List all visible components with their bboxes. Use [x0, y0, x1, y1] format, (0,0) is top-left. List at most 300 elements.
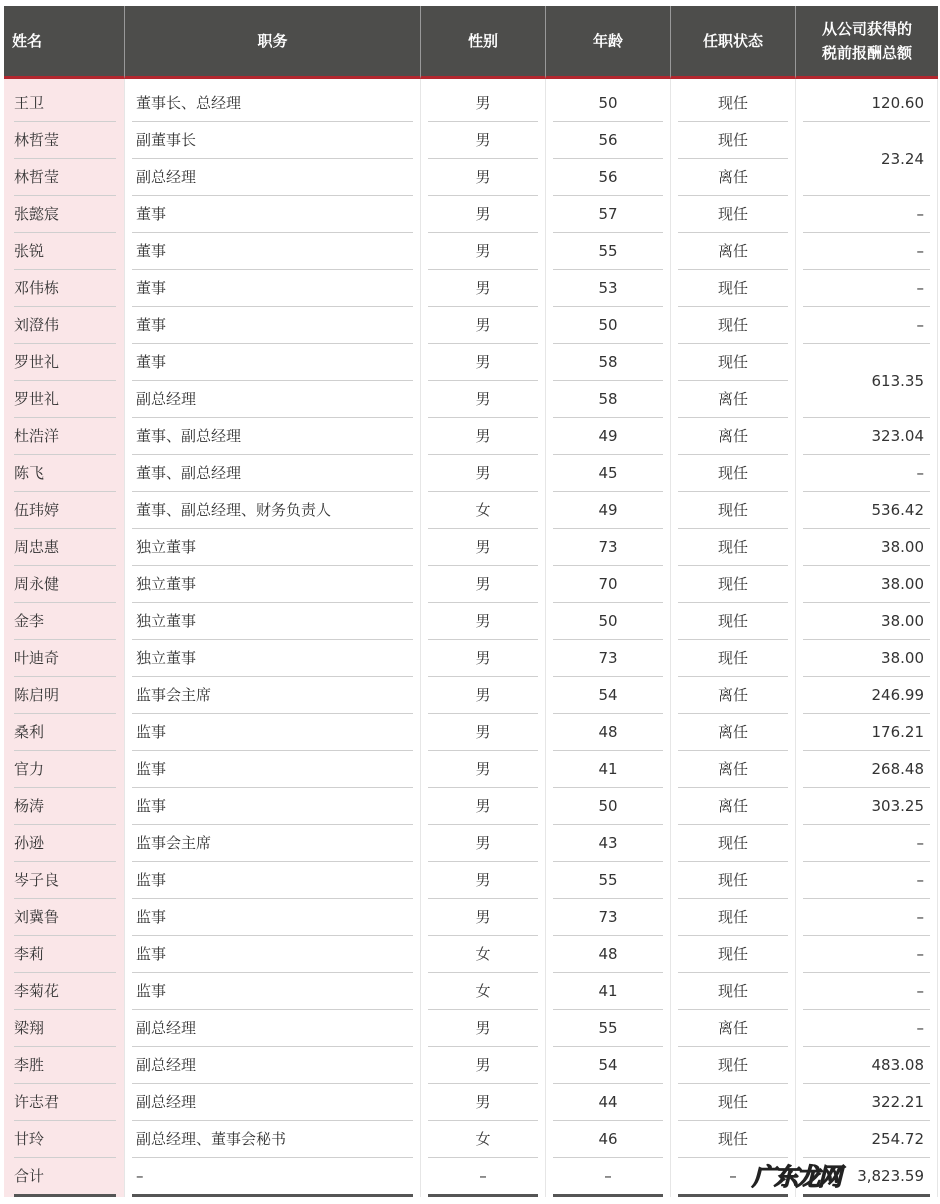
cell-name	[4, 1158, 125, 1197]
role-text: 监事	[132, 899, 413, 936]
pay-text: 268.48	[803, 751, 930, 788]
gender-text: 男	[428, 640, 538, 677]
status-text: 离任	[678, 1010, 788, 1047]
cell-name	[4, 122, 125, 159]
age-text: 48	[553, 936, 663, 973]
gender-text: 男	[428, 418, 538, 455]
table-row	[4, 122, 938, 159]
cell-gender	[421, 566, 546, 603]
cell-name	[4, 270, 125, 307]
table-row	[4, 307, 938, 344]
status-text: 离任	[678, 159, 788, 196]
status-text: 现任	[678, 640, 788, 677]
table-row	[4, 714, 938, 751]
role-text: 独立董事	[132, 529, 413, 566]
cell-role	[125, 492, 421, 529]
role-text: 监事	[132, 973, 413, 1010]
table-row	[4, 455, 938, 492]
pay-text: 38.00	[803, 566, 930, 603]
cell-name	[4, 381, 125, 418]
cell-age	[546, 455, 671, 492]
name-text: 孙逊	[14, 825, 116, 862]
cell-age	[546, 714, 671, 751]
pay-text: 176.21	[803, 714, 930, 751]
cell-gender	[421, 492, 546, 529]
status-text: 离任	[678, 381, 788, 418]
cell-age	[546, 344, 671, 381]
cell-name	[4, 307, 125, 344]
cell-name	[4, 788, 125, 825]
status-text: 离任	[678, 233, 788, 270]
role-text: 副总经理	[132, 381, 413, 418]
age-text: 49	[553, 418, 663, 455]
role-text: –	[132, 1158, 413, 1197]
role-text: 副总经理	[132, 1010, 413, 1047]
age-text: 43	[553, 825, 663, 862]
age-text: 50	[553, 603, 663, 640]
cell-name	[4, 899, 125, 936]
table-row	[4, 1121, 938, 1158]
cell-role	[125, 825, 421, 862]
cell-gender	[421, 751, 546, 788]
name-text: 王卫	[14, 85, 116, 122]
cell-status	[671, 1084, 796, 1121]
name-text: 岑子良	[14, 862, 116, 899]
table-row	[4, 825, 938, 862]
cell-status	[671, 825, 796, 862]
gender-text: –	[428, 1158, 538, 1197]
cell-gender	[421, 1121, 546, 1158]
role-text: 董事	[132, 307, 413, 344]
cell-gender	[421, 825, 546, 862]
name-text: 邓伟栋	[14, 270, 116, 307]
cell-pay	[796, 270, 938, 307]
cell-gender	[421, 899, 546, 936]
pay-text: 38.00	[803, 529, 930, 566]
table-row	[4, 529, 938, 566]
age-text: 70	[553, 566, 663, 603]
cell-pay	[796, 1010, 938, 1047]
name-text: 周忠惠	[14, 529, 116, 566]
table-row	[4, 85, 938, 122]
pay-text: –	[803, 1010, 930, 1047]
status-text: 离任	[678, 418, 788, 455]
cell-status	[671, 307, 796, 344]
pay-text: –	[803, 973, 930, 1010]
pay-text: –	[803, 899, 930, 936]
age-text: 41	[553, 973, 663, 1010]
cell-age	[546, 492, 671, 529]
table-row	[4, 233, 938, 270]
cell-age	[546, 381, 671, 418]
cell-age	[546, 307, 671, 344]
cell-gender	[421, 1047, 546, 1084]
gender-text: 男	[428, 603, 538, 640]
status-text: 现任	[678, 1121, 788, 1158]
name-text: 金李	[14, 603, 116, 640]
table-row	[4, 603, 938, 640]
cell-pay	[796, 1121, 938, 1158]
cell-gender	[421, 862, 546, 899]
name-text: 叶迪奇	[14, 640, 116, 677]
table-row	[4, 862, 938, 899]
cell-role	[125, 1121, 421, 1158]
name-text: 李菊花	[14, 973, 116, 1010]
age-text: 41	[553, 751, 663, 788]
cell-age	[546, 899, 671, 936]
cell-pay	[796, 418, 938, 455]
cell-age	[546, 788, 671, 825]
cell-age	[546, 677, 671, 714]
cell-age	[546, 603, 671, 640]
cell-role	[125, 233, 421, 270]
cell-pay	[796, 825, 938, 862]
gender-text: 男	[428, 1010, 538, 1047]
cell-status	[671, 159, 796, 196]
cell-role	[125, 751, 421, 788]
table-row	[4, 640, 938, 677]
status-text: 现任	[678, 899, 788, 936]
pay-text: –	[803, 270, 930, 307]
header-age: 年龄	[546, 6, 671, 79]
age-text: 48	[553, 714, 663, 751]
cell-status	[671, 85, 796, 122]
cell-pay	[796, 677, 938, 714]
name-text: 杜浩洋	[14, 418, 116, 455]
age-text: 73	[553, 640, 663, 677]
cell-status	[671, 862, 796, 899]
cell-name	[4, 973, 125, 1010]
cell-gender	[421, 307, 546, 344]
table-row	[4, 677, 938, 714]
role-text: 监事	[132, 862, 413, 899]
cell-status	[671, 270, 796, 307]
cell-age	[546, 566, 671, 603]
name-text: 桑利	[14, 714, 116, 751]
gender-text: 女	[428, 1121, 538, 1158]
status-text: 现任	[678, 307, 788, 344]
cell-role	[125, 899, 421, 936]
table-body	[4, 79, 938, 1197]
gender-text: 男	[428, 233, 538, 270]
cell-role	[125, 862, 421, 899]
gender-text: 男	[428, 159, 538, 196]
cell-name	[4, 1084, 125, 1121]
cell-role	[125, 973, 421, 1010]
status-text: 现任	[678, 85, 788, 122]
gender-text: 男	[428, 788, 538, 825]
cell-gender	[421, 788, 546, 825]
cell-pay	[796, 788, 938, 825]
gender-text: 男	[428, 529, 538, 566]
cell-age	[546, 85, 671, 122]
cell-gender	[421, 418, 546, 455]
pay-text: 120.60	[803, 85, 930, 122]
pay-text: 254.72	[803, 1121, 930, 1158]
cell-name	[4, 159, 125, 196]
age-text: 73	[553, 529, 663, 566]
cell-pay	[796, 862, 938, 899]
gender-text: 女	[428, 492, 538, 529]
status-text: 现任	[678, 1047, 788, 1084]
cell-age	[546, 1121, 671, 1158]
age-text: 56	[553, 122, 663, 159]
name-text: 林哲莹	[14, 122, 116, 159]
status-text: 现任	[678, 936, 788, 973]
age-text: 54	[553, 1047, 663, 1084]
compensation-table-container	[4, 6, 938, 1197]
status-text: 现任	[678, 566, 788, 603]
age-text: –	[553, 1158, 663, 1197]
cell-name	[4, 196, 125, 233]
name-text: 刘澄伟	[14, 307, 116, 344]
cell-status	[671, 233, 796, 270]
cell-name	[4, 603, 125, 640]
age-text: 56	[553, 159, 663, 196]
role-text: 副总经理	[132, 1047, 413, 1084]
status-text: 现任	[678, 825, 788, 862]
status-text: 离任	[678, 677, 788, 714]
cell-name	[4, 85, 125, 122]
name-text: 周永健	[14, 566, 116, 603]
status-text: 现任	[678, 529, 788, 566]
cell-role	[125, 1010, 421, 1047]
gender-text: 男	[428, 714, 538, 751]
pay-text: 303.25	[803, 788, 930, 825]
age-text: 73	[553, 899, 663, 936]
role-text: 副总经理	[132, 1084, 413, 1121]
status-text: 现任	[678, 1084, 788, 1121]
cell-role	[125, 307, 421, 344]
table-row	[4, 1047, 938, 1084]
name-text: 张锐	[14, 233, 116, 270]
header-pay-text: 从公司获得的税前报酬总额	[821, 20, 912, 62]
cell-name	[4, 825, 125, 862]
cell-name	[4, 233, 125, 270]
status-text: 离任	[678, 714, 788, 751]
status-text: 现任	[678, 973, 788, 1010]
gender-text: 男	[428, 1084, 538, 1121]
cell-pay	[796, 196, 938, 233]
cell-status	[671, 1010, 796, 1047]
cell-name	[4, 714, 125, 751]
age-text: 55	[553, 233, 663, 270]
cell-status	[671, 677, 796, 714]
cell-gender	[421, 1084, 546, 1121]
gender-text: 男	[428, 825, 538, 862]
cell-role	[125, 640, 421, 677]
age-text: 45	[553, 455, 663, 492]
cell-name	[4, 936, 125, 973]
status-text: 现任	[678, 455, 788, 492]
cell-gender	[421, 603, 546, 640]
cell-role	[125, 1084, 421, 1121]
cell-pay	[796, 973, 938, 1010]
cell-age	[546, 1010, 671, 1047]
gender-text: 女	[428, 936, 538, 973]
cell-gender	[421, 270, 546, 307]
cell-age	[546, 270, 671, 307]
role-text: 独立董事	[132, 603, 413, 640]
cell-role	[125, 677, 421, 714]
age-text: 58	[553, 344, 663, 381]
role-text: 董事、副总经理	[132, 455, 413, 492]
cell-name	[4, 1121, 125, 1158]
cell-name	[4, 751, 125, 788]
cell-gender	[421, 233, 546, 270]
cell-pay	[796, 1047, 938, 1084]
cell-age	[546, 1158, 671, 1197]
cell-pay	[796, 344, 938, 418]
cell-age	[546, 825, 671, 862]
pay-text: –	[803, 936, 930, 973]
role-text: 监事会主席	[132, 825, 413, 862]
age-text: 46	[553, 1121, 663, 1158]
cell-role	[125, 529, 421, 566]
name-text: 陈启明	[14, 677, 116, 714]
cell-gender	[421, 455, 546, 492]
cell-role	[125, 1158, 421, 1197]
name-text: 罗世礼	[14, 344, 116, 381]
cell-name	[4, 862, 125, 899]
cell-pay	[796, 640, 938, 677]
cell-name	[4, 1047, 125, 1084]
cell-age	[546, 936, 671, 973]
cell-age	[546, 973, 671, 1010]
cell-age	[546, 159, 671, 196]
header-gender: 性别	[421, 6, 546, 79]
pay-text: –	[803, 825, 930, 862]
age-text: 44	[553, 1084, 663, 1121]
cell-pay	[796, 566, 938, 603]
cell-pay	[796, 603, 938, 640]
table-row	[4, 751, 938, 788]
gender-text: 男	[428, 122, 538, 159]
pay-text: 536.42	[803, 492, 930, 529]
header-role: 职务	[125, 6, 421, 79]
age-text: 53	[553, 270, 663, 307]
table-row	[4, 492, 938, 529]
pay-text: 246.99	[803, 677, 930, 714]
cell-age	[546, 196, 671, 233]
cell-gender	[421, 344, 546, 381]
cell-status	[671, 751, 796, 788]
role-text: 董事	[132, 233, 413, 270]
cell-gender	[421, 1158, 546, 1197]
cell-pay	[796, 122, 938, 196]
gender-text: 男	[428, 566, 538, 603]
cell-status	[671, 1121, 796, 1158]
cell-role	[125, 344, 421, 381]
cell-gender	[421, 85, 546, 122]
table-row	[4, 788, 938, 825]
cell-pay	[796, 85, 938, 122]
cell-role	[125, 418, 421, 455]
cell-role	[125, 603, 421, 640]
age-text: 50	[553, 85, 663, 122]
status-text: 现任	[678, 492, 788, 529]
role-text: 副总经理、董事会秘书	[132, 1121, 413, 1158]
gender-text: 男	[428, 899, 538, 936]
gender-text: 男	[428, 270, 538, 307]
cell-name	[4, 455, 125, 492]
status-text: 现任	[678, 270, 788, 307]
pay-text: 3,823.59	[803, 1158, 930, 1197]
cell-status	[671, 603, 796, 640]
cell-status	[671, 714, 796, 751]
cell-status	[671, 566, 796, 603]
cell-role	[125, 270, 421, 307]
role-text: 董事、副总经理	[132, 418, 413, 455]
role-text: 独立董事	[132, 566, 413, 603]
cell-role	[125, 122, 421, 159]
status-text: 现任	[678, 122, 788, 159]
cell-gender	[421, 122, 546, 159]
cell-pay	[796, 714, 938, 751]
cell-age	[546, 418, 671, 455]
status-text: 现任	[678, 196, 788, 233]
status-text: 现任	[678, 603, 788, 640]
header-pay	[796, 6, 938, 79]
table-row	[4, 344, 938, 381]
cell-role	[125, 381, 421, 418]
status-text: 现任	[678, 862, 788, 899]
role-text: 副总经理	[132, 159, 413, 196]
name-text: 陈飞	[14, 455, 116, 492]
header-row	[4, 6, 938, 79]
pay-text: 483.08	[803, 1047, 930, 1084]
cell-pay	[796, 492, 938, 529]
table-row	[4, 899, 938, 936]
gender-text: 男	[428, 307, 538, 344]
role-text: 董事	[132, 344, 413, 381]
role-text: 监事	[132, 714, 413, 751]
cell-age	[546, 1047, 671, 1084]
name-text: 林哲莹	[14, 159, 116, 196]
role-text: 独立董事	[132, 640, 413, 677]
age-text: 57	[553, 196, 663, 233]
cell-status	[671, 196, 796, 233]
cell-age	[546, 862, 671, 899]
pay-text: 38.00	[803, 640, 930, 677]
name-text: 张懿宸	[14, 196, 116, 233]
age-text: 50	[553, 788, 663, 825]
cell-gender	[421, 677, 546, 714]
watermark: 广东龙网	[752, 1163, 840, 1191]
cell-status	[671, 492, 796, 529]
cell-name	[4, 1010, 125, 1047]
header-name: 姓名	[4, 6, 125, 79]
cell-age	[546, 122, 671, 159]
name-text: 李胜	[14, 1047, 116, 1084]
role-text: 董事	[132, 270, 413, 307]
name-text: 官力	[14, 751, 116, 788]
compensation-table	[4, 6, 938, 1197]
cell-status	[671, 455, 796, 492]
pay-text: 38.00	[803, 603, 930, 640]
table-row	[4, 566, 938, 603]
role-text: 副董事长	[132, 122, 413, 159]
cell-gender	[421, 159, 546, 196]
name-text: 梁翔	[14, 1010, 116, 1047]
cell-gender	[421, 936, 546, 973]
cell-status	[671, 1047, 796, 1084]
role-text: 董事	[132, 196, 413, 233]
table-row	[4, 973, 938, 1010]
cell-age	[546, 233, 671, 270]
cell-status	[671, 788, 796, 825]
cell-name	[4, 677, 125, 714]
